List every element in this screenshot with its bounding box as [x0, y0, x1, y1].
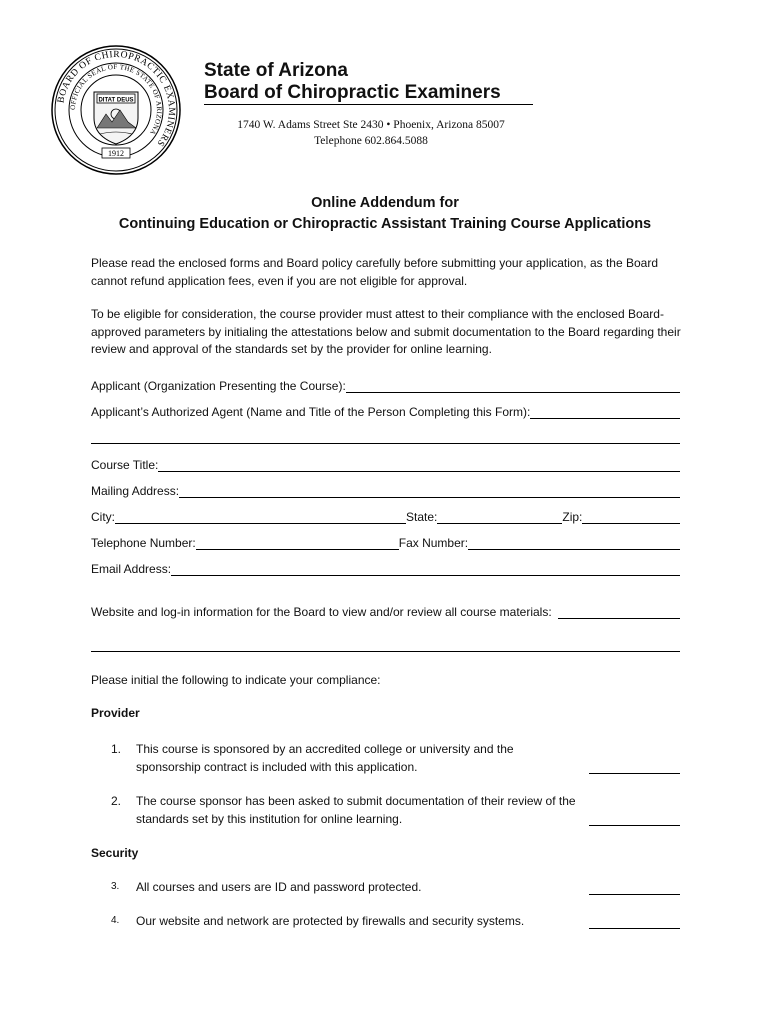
seal-outer-text: BOARD OF CHIROPRACTIC EXAMINERS	[56, 49, 177, 149]
agency-heading	[204, 60, 533, 105]
seal-motto: DITAT DEUS	[98, 97, 134, 104]
agency-address	[204, 117, 538, 149]
security-item-3-initial-field[interactable]	[589, 893, 680, 895]
fax-label: Fax Number:	[398, 536, 469, 550]
phone-fax-row	[91, 532, 680, 550]
course-title-field[interactable]	[158, 457, 680, 472]
provider-item-2	[111, 792, 581, 828]
website-field-continued[interactable]	[91, 650, 680, 652]
course-title-label: Course Title:	[91, 458, 159, 472]
intro-paragraph-2: To be eligible for consideration, the course provider must attest to their compliance with the enclosed Board-approved parameters by initialing the attestations below and submit documentation to the Board regarding their review and approval of the standards set by the provider for online learning.	[91, 307, 681, 356]
zip-field[interactable]	[582, 509, 680, 524]
city-label: City:	[91, 510, 115, 524]
state-seal-logo	[50, 44, 182, 176]
security-item-3	[111, 878, 581, 896]
provider-heading: Provider	[91, 706, 140, 720]
agency-name: Board of Chiropractic Examiners	[204, 82, 533, 105]
mailing-address-label: Mailing Address:	[91, 484, 180, 498]
security-item-4	[111, 912, 581, 930]
telephone-line: Telephone 602.864.5088	[314, 135, 428, 147]
agent-field[interactable]	[530, 404, 680, 419]
zip-label: Zip:	[562, 510, 583, 524]
agent-row	[91, 401, 680, 419]
city-field[interactable]	[115, 509, 406, 524]
email-row	[91, 558, 680, 576]
document-title-line1: Online Addendum for	[311, 195, 459, 211]
security-item-4-initial-field[interactable]	[589, 927, 680, 929]
provider-item-1	[111, 740, 581, 776]
website-field[interactable]	[558, 604, 680, 619]
street-address: 1740 W. Adams Street Ste 2430 • Phoenix, Arizona 85007	[237, 119, 505, 131]
website-label: Website and log-in information for the Board to view and/or review all course materials:	[91, 605, 552, 619]
compliance-intro: Please initial the following to indicate your compliance:	[91, 673, 381, 687]
item-text: The course sponsor has been asked to submit documentation of their review of the standards set by this institution for online learning.	[136, 794, 576, 826]
item-number: 4.	[111, 915, 120, 926]
seal-year: 1912	[108, 149, 124, 158]
item-text: Our website and network are protected by firewalls and security systems.	[136, 914, 525, 928]
item-number: 2.	[111, 794, 122, 808]
telephone-label: Telephone Number:	[91, 536, 196, 550]
email-field[interactable]	[171, 561, 680, 576]
security-heading: Security	[91, 846, 139, 860]
agent-label: Applicant’s Authorized Agent (Name and Title of the Person Completing this Form):	[91, 405, 531, 419]
applicant-label: Applicant (Organization Presenting the Course):	[91, 379, 346, 393]
fax-field[interactable]	[468, 535, 680, 550]
agent-field-continued[interactable]	[91, 442, 680, 444]
telephone-field[interactable]	[196, 535, 399, 550]
seal-inner-text: OFFICIAL SEAL OF THE STATE OF ARIZONA	[68, 62, 164, 137]
item-number: 1.	[111, 742, 122, 756]
item-number: 3.	[111, 881, 120, 892]
email-label: Email Address:	[91, 562, 172, 576]
provider-item-2-initial-field[interactable]	[589, 824, 680, 826]
state-name: State of Arizona	[204, 60, 348, 81]
mailing-address-field[interactable]	[179, 483, 680, 498]
state-label: State:	[406, 510, 438, 524]
item-text: All courses and users are ID and password protected.	[136, 880, 422, 894]
applicant-row	[91, 375, 680, 393]
document-title-line2: Continuing Education or Chiropractic Assistant Training Course Applications	[118, 216, 652, 232]
item-text: This course is sponsored by an accredited college or university and the sponsorship contract is included with this application.	[136, 742, 514, 774]
intro-paragraph-1: Please read the enclosed forms and Board policy carefully before submitting your application, as the Board cannot refund application fees, even if you are not eligible for approval.	[91, 256, 658, 288]
city-state-zip-row	[91, 506, 680, 524]
mailing-address-row	[91, 480, 680, 498]
state-field[interactable]	[437, 509, 562, 524]
provider-item-1-initial-field[interactable]	[589, 772, 680, 774]
applicant-field[interactable]	[346, 378, 680, 393]
course-title-row	[91, 454, 680, 472]
website-row	[91, 601, 680, 619]
